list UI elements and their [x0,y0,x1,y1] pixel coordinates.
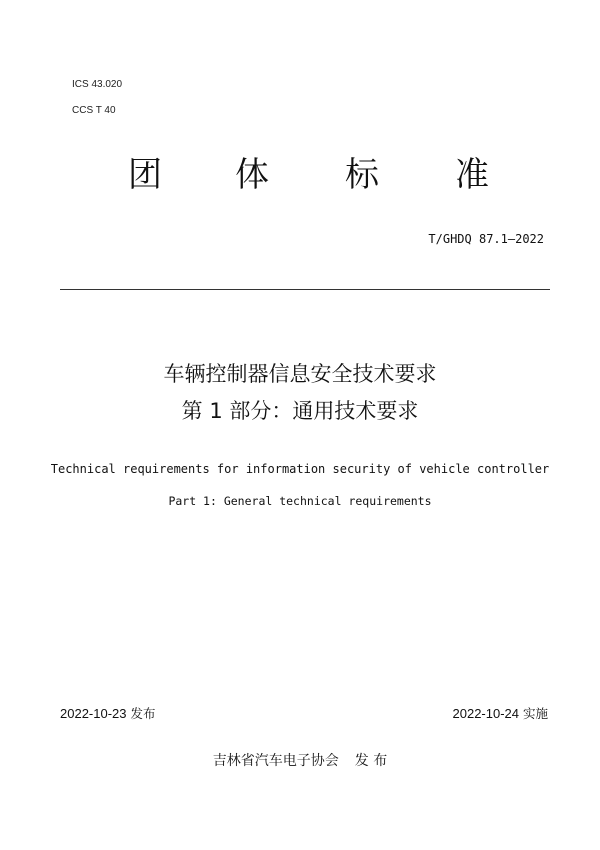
standard-type-char: 标 [345,155,379,195]
implement-label: 实施 [522,706,548,721]
issuer-line [0,750,600,770]
title-english-line1: Technical requirements for information security of vehicle controller [50,462,550,476]
title-english-line2: Part 1: General technical requirements [168,494,432,508]
publish-date-block [60,704,156,722]
ics-code: ICS 43.020 [72,79,123,90]
title-chinese-line1: 车辆控制器信息安全技术要求 [163,362,437,386]
standard-type-char: 体 [235,155,269,195]
publish-label: 发布 [130,706,156,721]
standard-number: T/GHDQ 87.1—2022 [428,232,544,246]
header-divider [60,289,550,290]
publish-date: 2022-10-23 [60,706,127,721]
ccs-code: CCS T 40 [72,105,116,116]
standard-type-heading [0,150,600,200]
issuer-name: 吉林省汽车电子协会 [212,753,339,769]
standard-type-char: 团 [128,155,162,195]
issuer-action: 发 布 [354,753,388,769]
implement-date-block [453,704,549,722]
standard-type-char: 准 [455,155,489,195]
title-chinese-line2: 第 1 部分：通用技术要求 [181,399,419,423]
implement-date: 2022-10-24 [452,706,519,721]
